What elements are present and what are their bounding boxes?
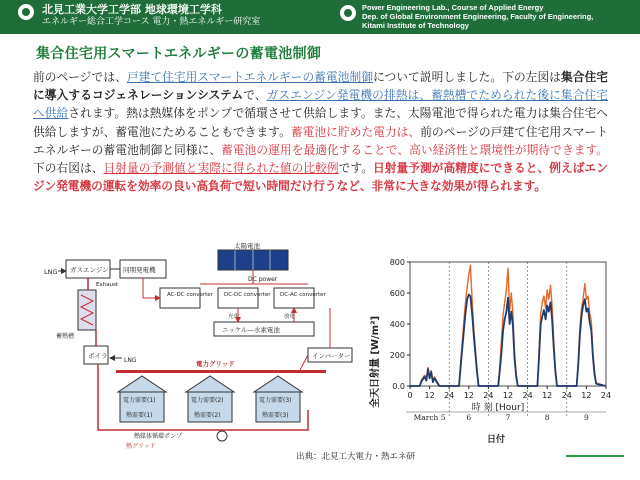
chart-xlabel: 時 刻 [Hour] — [471, 403, 525, 413]
house1-heat: 熱需要(1) — [126, 412, 153, 419]
text-s11: 下の右図は、 — [33, 161, 104, 176]
x-tick-label: 24 — [444, 391, 455, 400]
charge-label: 充電 — [228, 314, 240, 320]
storage-tank-label: 蓄熱槽 — [56, 333, 75, 340]
dcdc-box — [218, 288, 258, 308]
dc-power-label: DC power — [248, 276, 278, 283]
lab-logo-icon — [340, 5, 356, 21]
text-s1: 前のページでは、 — [33, 70, 127, 84]
pump-label: 熱媒体循環ポンプ — [134, 433, 183, 440]
header-en-line3: Kitami Institute of Technology — [362, 21, 469, 30]
header-university: 北見工業大学工学部 地球環境工学科 — [42, 3, 222, 16]
text-s8: 蓄電池に貯めた電力は、 — [290, 124, 421, 139]
header-left — [42, 3, 260, 28]
text-s9: 前のページの戸建て住宅用スマートエネルギーの蓄電池制御と同様に、 — [33, 124, 608, 157]
text-s3: について説明しました。下の左図は — [373, 70, 561, 84]
header-lab: エネルギー総合工学コース 電力・熱エネルギー研究室 — [42, 17, 261, 27]
text-s13: です。 — [338, 161, 373, 176]
text-s4: 集合住宅に導入するコジェネレーションシステム — [33, 70, 608, 103]
link-previous-page[interactable]: 戸建て住宅用スマートエネルギーの蓄電池制御 — [126, 70, 374, 84]
header-en-line2: Dep. of Global Environment Engineering, Faculty of Engineering, — [362, 12, 594, 21]
gas-engine-label: ガスエンジン — [70, 266, 109, 274]
text-s7: されます。熱は熱媒体をポンプで循環させて供給します。また、太陽電池で得られた電力は集合住宅へ供給しますが、蓄電池にためることもできます。 — [33, 106, 608, 139]
date-label: 6 — [466, 413, 472, 422]
battery-label: ニッケル―水素電池 — [222, 326, 280, 334]
text-s10: 蓄電池の運用を最適化することで、高い経済性と環境性が期待できます。 — [221, 142, 608, 157]
generator-label: 同期発電機 — [123, 266, 156, 274]
x-tick-label: 24 — [561, 391, 572, 400]
date-label: 9 — [584, 413, 589, 422]
chart-xlabel2: 日付 — [486, 435, 506, 445]
solar-label: 太陽電池 — [234, 242, 260, 250]
acdc-box — [160, 288, 200, 308]
dcac-box — [274, 288, 314, 308]
x-tick-label: 12 — [424, 391, 435, 400]
discharge-label: 放電 — [284, 314, 296, 320]
header-en-line1: Power Engineering Lab., Course of Applied Energy — [362, 3, 544, 12]
house-3 — [254, 376, 302, 422]
dcac-label: DC-AC converter — [280, 292, 326, 298]
y-tick-label: 800 — [389, 258, 405, 267]
x-tick-label: 12 — [502, 391, 514, 400]
text-s14: 日射量予測が高精度にできると、例えばエンジン発電機の運転を効率の良い高負荷で短い時間だけ行うなど、非常に大きな効果が得られます。 — [33, 161, 608, 194]
header-band — [0, 0, 640, 34]
x-tick-label: 24 — [483, 391, 494, 400]
house-1 — [118, 376, 166, 422]
text-s5: で、 — [243, 88, 267, 103]
y-tick-label: 0.0 — [392, 382, 405, 391]
chart-ylabel: 全天日射量 [W/m²] — [370, 315, 381, 409]
page-title: 集合住宅用スマートエネルギーの蓄電池制御 — [36, 46, 322, 62]
boiler-lng-label: LNG — [124, 357, 137, 364]
footer-divider — [566, 455, 624, 457]
power-grid-label: 電力グリッド — [196, 360, 235, 368]
x-tick-label: 24 — [600, 391, 612, 400]
y-tick-label: 400 — [389, 320, 405, 329]
boiler-label: ボイラ — [88, 352, 108, 360]
house3-heat: 熱需要(3) — [262, 412, 289, 419]
house-2 — [186, 376, 234, 422]
house2-power: 電力需要(2) — [191, 397, 224, 404]
pump-icon — [217, 431, 227, 441]
house2-heat: 熱需要(2) — [194, 412, 221, 419]
link-gas-engine[interactable]: ガスエンジン発電機の排熱は、蓄熱槽でためられた後に集合住宅へ供給 — [33, 88, 608, 121]
date-label: 7 — [505, 413, 511, 422]
cogeneration-diagram — [38, 240, 358, 450]
solar-irradiance-chart — [366, 252, 616, 447]
x-tick-label: 24 — [522, 391, 533, 400]
house3-power: 電力需要(3) — [259, 397, 292, 404]
x-tick-label: 12 — [542, 391, 553, 400]
date-label: March 5 — [413, 413, 446, 422]
source-caption: 出典：北見工大電力・熱エネ研 — [296, 452, 416, 462]
y-tick-label: 200 — [389, 351, 405, 360]
header-right — [362, 3, 593, 30]
house1-power: 電力需要(1) — [123, 397, 156, 404]
heat-grid-label: 熱グリッド — [126, 443, 156, 450]
y-tick-label: 600 — [389, 289, 405, 298]
university-logo-icon — [18, 4, 34, 20]
inverter-label: インバーター — [312, 352, 351, 360]
x-tick-label: 12 — [581, 391, 592, 400]
x-tick-label: 0 — [407, 391, 413, 400]
lng-label: LNG — [44, 268, 58, 276]
x-tick-label: 12 — [463, 391, 474, 400]
exhaust-label: Exhaust — [96, 282, 119, 288]
link-comparison[interactable]: 日射量の予測値と実際に得られた値の比較例 — [103, 161, 339, 176]
body-paragraph — [33, 68, 608, 195]
date-label: 8 — [544, 413, 550, 422]
acdc-label: AC-DC converter — [167, 292, 213, 298]
dcdc-label: DC-DC converter — [224, 292, 271, 298]
